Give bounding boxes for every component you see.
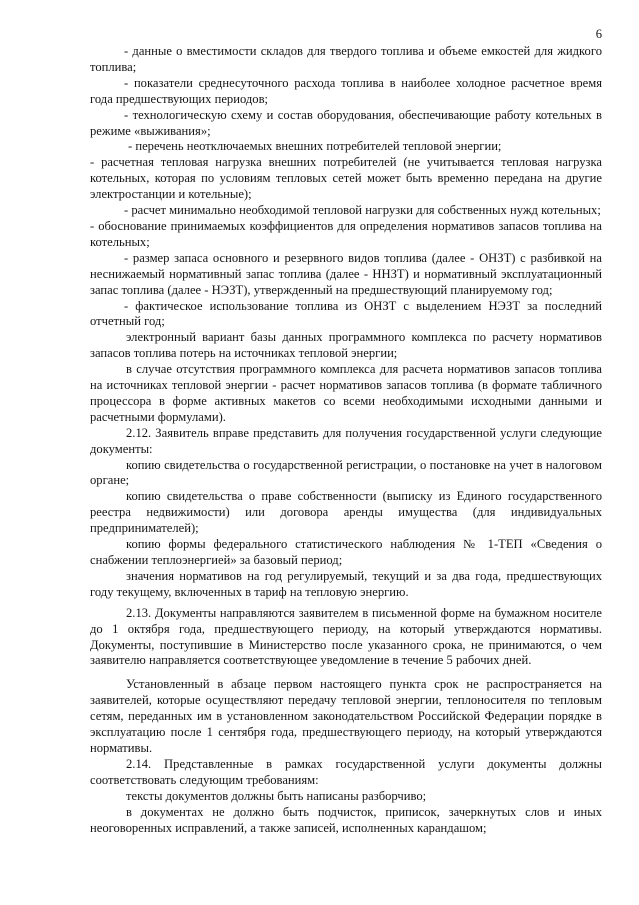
- paragraph-no-software-case: в случае отсутствия программного комплекса для расчета нормативов запасов топлива на источниках тепловой энергии - расчет нормативов запасов топлива (в формате табличного процессора в форме активных макетов со всеми необходимыми исходными данными и расчетными формулами).: [90, 362, 602, 424]
- paragraph-technological-scheme: - технологическую схему и состав оборудования, обеспечивающие работу котельных в режиме «выживания»;: [90, 107, 602, 138]
- paragraph-fuel-storage-capacity: - данные о вместимости складов для твердого топлива и объеме емкостей для жидкого топлива;: [90, 44, 602, 74]
- paragraph-actual-fuel-use: - фактическое использование топлива из ОНЗТ с выделением НЭЗТ за последний отчетный год;: [90, 298, 602, 329]
- paragraph-coefficients-justification: - обоснование принимаемых коэффициентов для определения нормативов запасов топлива на котельных;: [90, 218, 602, 249]
- paragraph-average-daily-consumption: - показатели среднесуточного расхода топлива в наиболее холодное расчетное время года предшествующих периодов;: [90, 75, 602, 106]
- paragraph-calculated-heat-load: - расчетная тепловая нагрузка внешних потребителей (не учитывается тепловая нагрузка котельных, которая по условиям тепловых сетей может быть временно передана на другие электростанции и котельные);: [90, 155, 602, 202]
- page-number: 6: [595, 27, 602, 41]
- paragraph-registration-certificate: копию свидетельства о государственной регистрации, о постановке на учет в налоговом органе;: [90, 457, 602, 488]
- paragraph-legible-text: тексты документов должны быть написаны разборчиво;: [126, 788, 427, 803]
- paragraph-no-corrections: в документах не должно быть подчисток, приписок, зачеркнутых слов и иных неоговоренных исправлений, а также записей, исполненных карандашом;: [90, 804, 602, 835]
- paragraph-section-2-14: 2.14. Представленные в рамках государственной услуги документы должны соответствовать следующим требованиям:: [90, 756, 602, 787]
- paragraph-statistical-form: копию формы федерального статистического наблюдения № 1-ТЕП «Сведения о снабжении теплоэнергией» за базовый период;: [90, 537, 602, 567]
- document-body: [90, 44, 602, 836]
- paragraph-ownership-certificate: копию свидетельства о праве собственности (выписку из Единого государственного реестра недвижимости) или договора аренды имущества (для индивидуальных предпринимателей);: [90, 489, 602, 536]
- paragraph-non-disconnectable-consumers: - перечень неотключаемых внешних потребителей тепловой энергии;: [128, 139, 502, 154]
- paragraph-electronic-database: электронный вариант базы данных программного комплекса по расчету нормативов запасов топлива потерь на источниках тепловой энергии;: [90, 330, 602, 361]
- paragraph-section-2-13: 2.13. Документы направляются заявителем в письменной форме на бумажном носителе до 1 октября года, предшествующего периоду, на который утверждаются нормативы. Документы, поступившие в Министерство после указанного срока, не принимаются, о чем заявителю направляется соответствующее уведомление в течение 5 рабочих дней.: [90, 605, 602, 668]
- paragraph-deadline-exception: Установленный в абзаце первом настоящего пункта срок не распространяется на заявителей, которые осуществляют передачу тепловой энергии, теплоносителя по тепловым сетям, переданных им в установленном законодательством Российской Федерации порядке в эксплуатацию после 1 сентября года, предшествующего периоду, на который утверждаются нормативы.: [90, 677, 602, 755]
- paragraph-minimum-heat-load: - расчет минимально необходимой тепловой нагрузки для собственных нужд котельных;: [124, 203, 601, 218]
- paragraph-normative-values: значения нормативов на год регулируемый, текущий и за два года, предшествующих году текущему, включенных в тариф на тепловую энергию.: [90, 568, 602, 599]
- paragraph-onzt-size: - размер запаса основного и резервного видов топлива (далее - ОНЗТ) с разбивкой на неснижаемый нормативный запас топлива (далее - ННЗТ) и нормативный эксплуатационный запас топлива (далее - НЭЗТ), утвержденный на предшествующий планируемому год;: [90, 250, 602, 297]
- paragraph-section-2-12: 2.12. Заявитель вправе представить для получения государственной услуги следующие документы:: [90, 425, 602, 456]
